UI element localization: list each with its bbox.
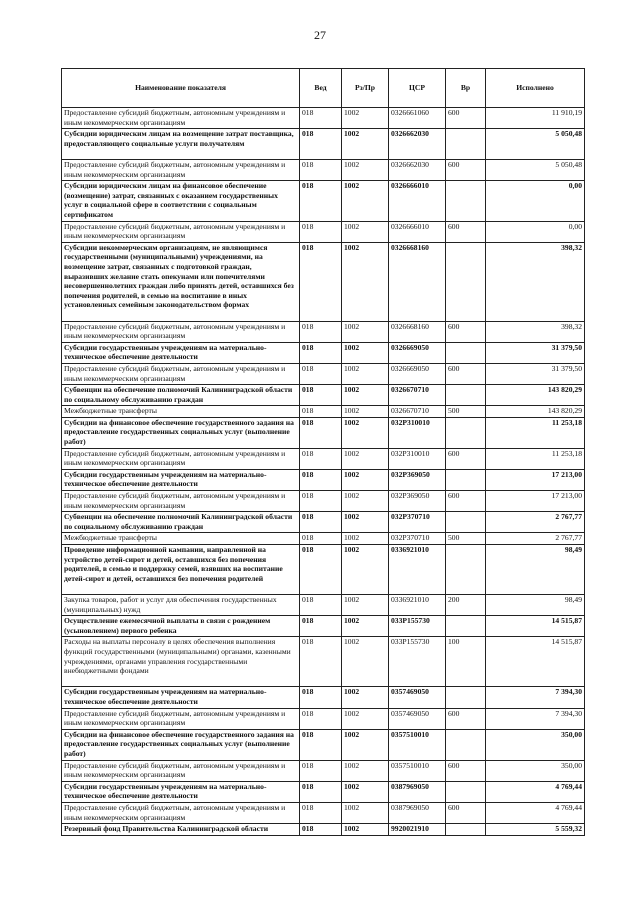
cell-sum: 17 213,00	[486, 469, 585, 490]
cell-vr	[446, 616, 486, 637]
table-row	[62, 108, 585, 129]
cell-vr: 600	[446, 159, 486, 180]
table-row	[62, 687, 585, 708]
cell-ved: 018	[300, 181, 342, 221]
cell-rzpr: 1002	[342, 129, 389, 160]
cell-csr: 033Р155730	[389, 637, 446, 687]
table-row	[62, 512, 585, 533]
table-row	[62, 448, 585, 469]
cell-rzpr: 1002	[342, 159, 389, 180]
header-csr: ЦСР	[389, 69, 446, 108]
cell-name: Предоставление субсидий бюджетным, автономным учреждениям и иным некоммерческим организациям	[62, 363, 300, 384]
cell-ved: 018	[300, 533, 342, 545]
cell-csr: 0336921010	[389, 595, 446, 616]
cell-vr	[446, 385, 486, 406]
cell-name: Субвенции на обеспечение полномочий Калининградской области по социальному обслуживанию граждан	[62, 385, 300, 406]
cell-rzpr: 1002	[342, 616, 389, 637]
cell-ved: 018	[300, 729, 342, 760]
cell-sum: 31 379,50	[486, 363, 585, 384]
table-header-row	[62, 69, 585, 108]
cell-sum: 14 515,87	[486, 637, 585, 687]
cell-csr: 0326662030	[389, 159, 446, 180]
table-row	[62, 824, 585, 836]
cell-rzpr: 1002	[342, 687, 389, 708]
cell-csr: 032Р369050	[389, 491, 446, 512]
cell-vr: 600	[446, 221, 486, 242]
table-row	[62, 242, 585, 321]
cell-rzpr: 1002	[342, 181, 389, 221]
cell-csr: 033Р155730	[389, 616, 446, 637]
cell-rzpr: 1002	[342, 512, 389, 533]
cell-ved: 018	[300, 242, 342, 321]
cell-rzpr: 1002	[342, 802, 389, 823]
cell-sum: 0,00	[486, 221, 585, 242]
table-body	[62, 108, 585, 836]
cell-vr	[446, 545, 486, 595]
cell-csr: 0326666010	[389, 181, 446, 221]
cell-csr: 0326669050	[389, 363, 446, 384]
cell-ved: 018	[300, 637, 342, 687]
cell-name: Предоставление субсидий бюджетным, автономным учреждениям и иным некоммерческим организациям	[62, 321, 300, 342]
cell-sum: 11 910,19	[486, 108, 585, 129]
cell-csr: 0336921010	[389, 545, 446, 595]
cell-rzpr: 1002	[342, 729, 389, 760]
cell-rzpr: 1002	[342, 824, 389, 836]
budget-execution-table	[61, 68, 585, 836]
cell-name: Субсидии юридическим лицам на возмещение затрат поставщика, предоставляющего социальные услуги получателям	[62, 129, 300, 160]
cell-csr: 032Р310010	[389, 448, 446, 469]
cell-ved: 018	[300, 545, 342, 595]
cell-name: Предоставление субсидий бюджетным, автономным учреждениям и иным некоммерческим организациям	[62, 108, 300, 129]
header-rzpr: Рз/Пр	[342, 69, 389, 108]
cell-csr: 0387969050	[389, 802, 446, 823]
table-row	[62, 729, 585, 760]
cell-csr: 9920021910	[389, 824, 446, 836]
cell-vr: 200	[446, 595, 486, 616]
cell-ved: 018	[300, 824, 342, 836]
cell-ved: 018	[300, 129, 342, 160]
cell-name: Предоставление субсидий бюджетным, автономным учреждениям и иным некоммерческим организациям	[62, 760, 300, 781]
cell-vr: 600	[446, 321, 486, 342]
cell-sum: 2 767,77	[486, 512, 585, 533]
cell-rzpr: 1002	[342, 545, 389, 595]
cell-name: Субсидии государственным учреждениям на материально-техническое обеспечение деятельности	[62, 781, 300, 802]
table-row	[62, 637, 585, 687]
cell-name: Расходы на выплаты персоналу в целях обеспечения выполнения функций государственными (муниципальными) органами, казенными учреждениями, органами управления государственными внебюджетными фондами	[62, 637, 300, 687]
table-row	[62, 181, 585, 221]
cell-name: Закупка товаров, работ и услуг для обеспечения государственных (муниципальных) нужд	[62, 595, 300, 616]
table-row	[62, 385, 585, 406]
cell-vr	[446, 417, 486, 448]
table-row	[62, 342, 585, 363]
cell-sum: 0,00	[486, 181, 585, 221]
cell-rzpr: 1002	[342, 491, 389, 512]
cell-vr	[446, 824, 486, 836]
cell-sum: 11 253,18	[486, 417, 585, 448]
cell-rzpr: 1002	[342, 469, 389, 490]
cell-vr: 500	[446, 406, 486, 418]
cell-vr	[446, 129, 486, 160]
cell-ved: 018	[300, 512, 342, 533]
cell-ved: 018	[300, 448, 342, 469]
cell-ved: 018	[300, 406, 342, 418]
cell-sum: 5 050,48	[486, 159, 585, 180]
cell-ved: 018	[300, 781, 342, 802]
cell-rzpr: 1002	[342, 781, 389, 802]
header-name: Наименование показателя	[62, 69, 300, 108]
cell-sum: 143 820,29	[486, 385, 585, 406]
cell-vr: 600	[446, 108, 486, 129]
table-row	[62, 159, 585, 180]
cell-rzpr: 1002	[342, 533, 389, 545]
table-row	[62, 781, 585, 802]
cell-sum: 11 253,18	[486, 448, 585, 469]
cell-rzpr: 1002	[342, 363, 389, 384]
cell-vr: 600	[446, 708, 486, 729]
cell-sum: 350,00	[486, 760, 585, 781]
cell-name: Субсидии государственным учреждениям на материально-техническое обеспечение деятельности	[62, 469, 300, 490]
cell-csr: 0326669050	[389, 342, 446, 363]
cell-name: Субсидии на финансовое обеспечение государственного задания на предоставление государственных социальных услуг (выполнение работ)	[62, 729, 300, 760]
cell-csr: 032Р370710	[389, 512, 446, 533]
cell-name: Субсидии некоммерческим организациям, не являющимся государственными (муниципальными) учреждениями, на возмещение затрат, связанных с подготовкой граждан, выразивших желание стать опекунами или попечителями несовершеннолетних граждан либо принять детей, оставшихся без попечения родителей, в семью на воспитание в иных установленных семейным законодательством формах	[62, 242, 300, 321]
cell-name: Субвенции на обеспечение полномочий Калининградской области по социальному обслуживанию граждан	[62, 512, 300, 533]
cell-rzpr: 1002	[342, 637, 389, 687]
cell-name: Предоставление субсидий бюджетным, автономным учреждениям и иным некоммерческим организациям	[62, 159, 300, 180]
cell-name: Межбюджетные трансферты	[62, 406, 300, 418]
cell-vr	[446, 181, 486, 221]
cell-ved: 018	[300, 595, 342, 616]
cell-vr: 600	[446, 363, 486, 384]
cell-csr: 0357469050	[389, 687, 446, 708]
table-row	[62, 802, 585, 823]
cell-ved: 018	[300, 363, 342, 384]
cell-rzpr: 1002	[342, 760, 389, 781]
cell-vr: 500	[446, 533, 486, 545]
cell-sum: 4 769,44	[486, 781, 585, 802]
cell-ved: 018	[300, 321, 342, 342]
cell-ved: 018	[300, 342, 342, 363]
table-row	[62, 321, 585, 342]
cell-csr: 0387969050	[389, 781, 446, 802]
cell-sum: 4 769,44	[486, 802, 585, 823]
cell-rzpr: 1002	[342, 595, 389, 616]
cell-name: Предоставление субсидий бюджетным, автономным учреждениям и иным некоммерческим организациям	[62, 802, 300, 823]
table-row	[62, 469, 585, 490]
cell-vr	[446, 512, 486, 533]
table-row	[62, 760, 585, 781]
cell-name: Предоставление субсидий бюджетным, автономным учреждениям и иным некоммерческим организациям	[62, 708, 300, 729]
cell-sum: 5 559,32	[486, 824, 585, 836]
cell-rzpr: 1002	[342, 108, 389, 129]
cell-vr	[446, 781, 486, 802]
cell-name: Субсидии государственным учреждениям на материально-техническое обеспечение деятельности	[62, 342, 300, 363]
cell-vr	[446, 469, 486, 490]
cell-vr	[446, 342, 486, 363]
cell-ved: 018	[300, 687, 342, 708]
cell-vr	[446, 729, 486, 760]
table-row	[62, 595, 585, 616]
cell-ved: 018	[300, 469, 342, 490]
cell-rzpr: 1002	[342, 221, 389, 242]
cell-rzpr: 1002	[342, 708, 389, 729]
cell-vr: 600	[446, 760, 486, 781]
cell-ved: 018	[300, 108, 342, 129]
cell-sum: 17 213,00	[486, 491, 585, 512]
cell-csr: 0326670710	[389, 385, 446, 406]
cell-csr: 0326661060	[389, 108, 446, 129]
cell-sum: 98,49	[486, 545, 585, 595]
table-row	[62, 417, 585, 448]
table-row	[62, 406, 585, 418]
cell-name: Проведение информационной кампании, направленной на устройство детей-сирот и детей, оставшихся без попечения родителей, в семью и поддержку семей, взявших на воспитание детей-сирот и детей, оставшихся без попечения родителей	[62, 545, 300, 595]
cell-name: Субсидии юридическим лицам на финансовое обеспечение (возмещение) затрат, связанных с оказанием государственных услуг в социальной сфере в соответствии с социальным сертификатом	[62, 181, 300, 221]
cell-sum: 143 820,29	[486, 406, 585, 418]
cell-name: Предоставление субсидий бюджетным, автономным учреждениям и иным некоммерческим организациям	[62, 448, 300, 469]
cell-csr: 0326666010	[389, 221, 446, 242]
cell-rzpr: 1002	[342, 406, 389, 418]
cell-csr: 0357510010	[389, 760, 446, 781]
cell-rzpr: 1002	[342, 385, 389, 406]
cell-sum: 398,32	[486, 321, 585, 342]
cell-csr: 0326670710	[389, 406, 446, 418]
cell-name: Резервный фонд Правительства Калининградской области	[62, 824, 300, 836]
page-number: 27	[314, 28, 326, 42]
cell-vr	[446, 687, 486, 708]
table-row	[62, 129, 585, 160]
cell-ved: 018	[300, 491, 342, 512]
cell-sum: 14 515,87	[486, 616, 585, 637]
cell-csr: 0357510010	[389, 729, 446, 760]
cell-rzpr: 1002	[342, 321, 389, 342]
cell-sum: 98,49	[486, 595, 585, 616]
cell-ved: 018	[300, 159, 342, 180]
header-sum: Исполнено	[486, 69, 585, 108]
cell-csr: 032Р369050	[389, 469, 446, 490]
table-row	[62, 363, 585, 384]
cell-vr: 600	[446, 802, 486, 823]
header-ved: Вед	[300, 69, 342, 108]
cell-ved: 018	[300, 385, 342, 406]
cell-sum: 31 379,50	[486, 342, 585, 363]
cell-csr: 032Р310010	[389, 417, 446, 448]
table-row	[62, 545, 585, 595]
cell-ved: 018	[300, 708, 342, 729]
cell-sum: 5 050,48	[486, 129, 585, 160]
cell-ved: 018	[300, 802, 342, 823]
cell-rzpr: 1002	[342, 342, 389, 363]
cell-sum: 398,32	[486, 242, 585, 321]
cell-sum: 7 394,30	[486, 687, 585, 708]
cell-ved: 018	[300, 616, 342, 637]
cell-csr: 0357469050	[389, 708, 446, 729]
table-row	[62, 616, 585, 637]
cell-vr	[446, 242, 486, 321]
cell-name: Субсидии на финансовое обеспечение государственного задания на предоставление государственных социальных услуг (выполнение работ)	[62, 417, 300, 448]
cell-csr: 0326662030	[389, 129, 446, 160]
cell-vr: 600	[446, 491, 486, 512]
cell-csr: 032Р370710	[389, 533, 446, 545]
table-row	[62, 533, 585, 545]
cell-name: Межбюджетные трансферты	[62, 533, 300, 545]
cell-csr: 0326668160	[389, 321, 446, 342]
table-row	[62, 708, 585, 729]
cell-vr: 600	[446, 448, 486, 469]
cell-rzpr: 1002	[342, 448, 389, 469]
cell-ved: 018	[300, 417, 342, 448]
cell-ved: 018	[300, 221, 342, 242]
cell-name: Предоставление субсидий бюджетным, автономным учреждениям и иным некоммерческим организациям	[62, 491, 300, 512]
cell-sum: 350,00	[486, 729, 585, 760]
cell-name: Предоставление субсидий бюджетным, автономным учреждениям и иным некоммерческим организациям	[62, 221, 300, 242]
cell-sum: 7 394,30	[486, 708, 585, 729]
cell-name: Субсидии государственным учреждениям на материально-техническое обеспечение деятельности	[62, 687, 300, 708]
header-vr: Вр	[446, 69, 486, 108]
cell-csr: 0326668160	[389, 242, 446, 321]
cell-ved: 018	[300, 760, 342, 781]
cell-rzpr: 1002	[342, 417, 389, 448]
cell-sum: 2 767,77	[486, 533, 585, 545]
cell-rzpr: 1002	[342, 242, 389, 321]
cell-vr: 100	[446, 637, 486, 687]
table-row	[62, 491, 585, 512]
cell-name: Осуществление ежемесячной выплаты в связи с рождением (усыновлением) первого ребенка	[62, 616, 300, 637]
table-row	[62, 221, 585, 242]
